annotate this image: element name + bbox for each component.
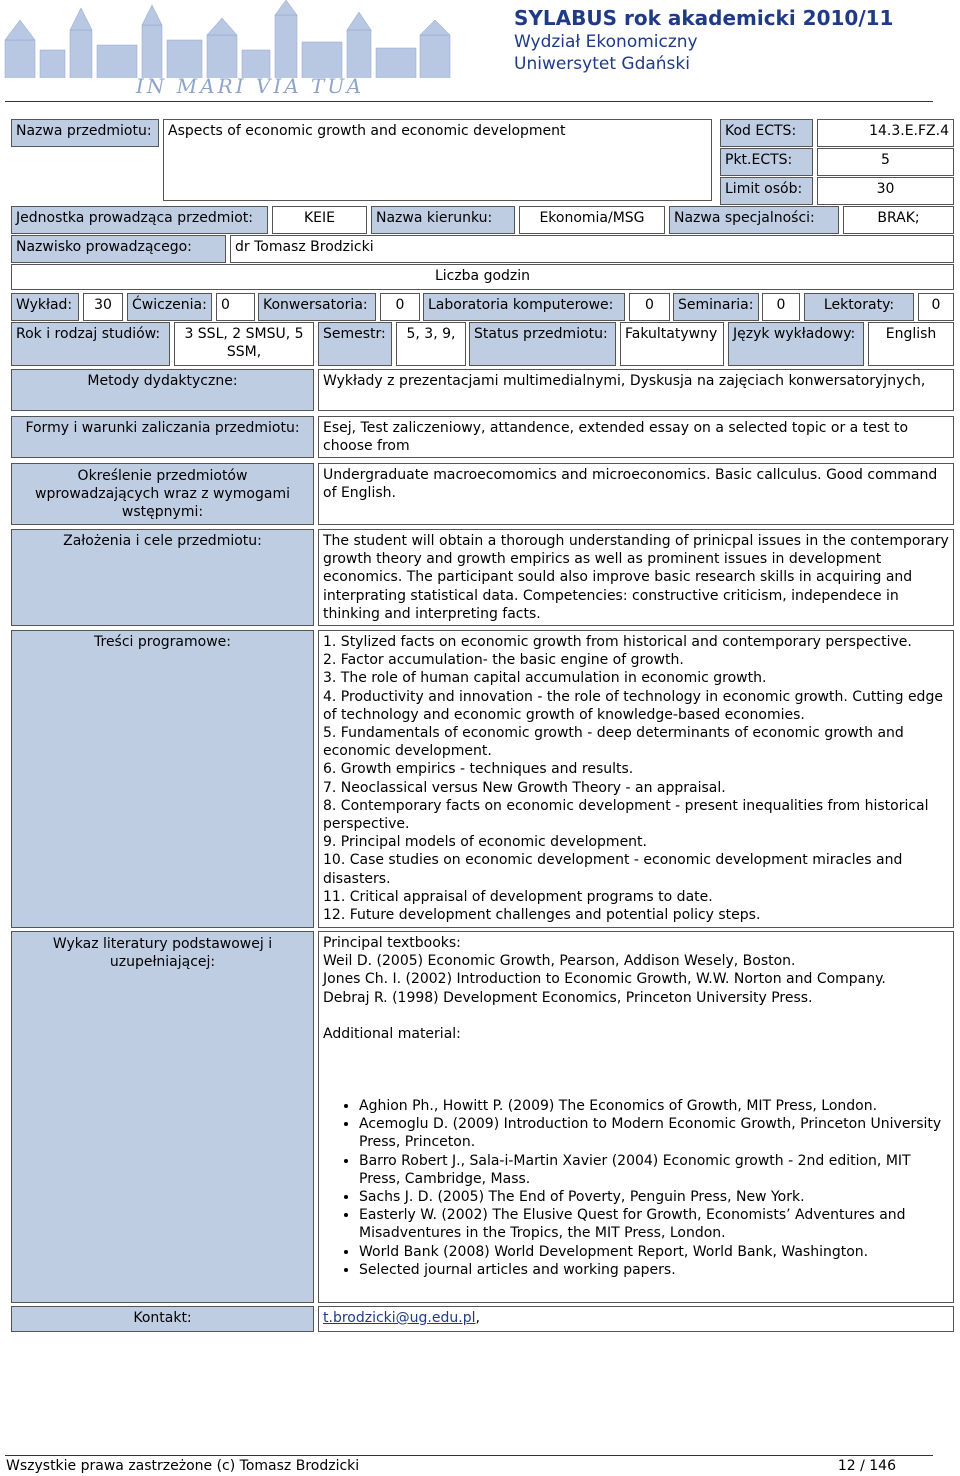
literature-additional-6: • World Bank (2008) World Development Report, World Bank, Washington. <box>359 1243 949 1261</box>
conversatory-hours-value: 0 <box>380 293 420 321</box>
content-item-11: 11. Critical appraisal of development programs to date. <box>323 888 713 905</box>
limit-label: Limit osób: <box>720 177 813 205</box>
content-item-6: 6. Growth empirics - techniques and results. <box>323 761 634 778</box>
literature-additional-4: • Sachs J. D. (2005) The End of Poverty, Penguin Press, New York. <box>359 1188 949 1206</box>
conversatory-hours-label: Konwersatoria: <box>258 293 376 321</box>
course-name-value: Aspects of economic growth and economic development <box>163 119 712 201</box>
ects-points-value: 5 <box>817 148 954 176</box>
content-item-5: 5. Fundamentals of economic growth - deep determinants of economic growth and economic development. <box>323 725 904 760</box>
methods-label: Metody dydaktyczne: <box>11 369 314 411</box>
literature-heading: Principal textbooks: <box>323 935 461 951</box>
content-label: Treści programowe: <box>11 630 314 928</box>
status-label: Status przedmiotu: <box>469 322 616 366</box>
content-item-2: 2. Factor accumulation- the basic engine of growth. <box>323 652 684 669</box>
literature-additional-list <box>323 1097 949 1279</box>
footer-page-number: 12 / 146 <box>837 1458 896 1474</box>
literature-label: Wykaz literatury podstawowej i uzupełniającej: <box>11 931 314 1303</box>
assessment-label: Formy i warunki zaliczania przedmiotu: <box>11 416 314 458</box>
prerequisites-value: Undergraduate macroecomomics and microeconomics. Basic callculus. Good command of English. <box>318 463 954 525</box>
language-value: English <box>868 322 954 366</box>
prerequisites-label: Określenie przedmiotów wprowadzających wraz z wymogami wstępnymi: <box>11 463 314 525</box>
ects-code-label: Kod ECTS: <box>720 119 813 147</box>
semester-value: 5, 3, 9, <box>396 322 466 366</box>
content-item-12: 12. Future development challenges and potential policy steps. <box>323 907 761 924</box>
literature-additional-heading: Additional material: <box>323 1025 461 1042</box>
study-year-label: Rok i rodzaj studiów: <box>11 322 170 366</box>
lecture-hours-label: Wykład: <box>11 293 79 321</box>
contact-value <box>318 1306 954 1332</box>
seminar-hours-value: 0 <box>762 293 800 321</box>
university-name: Uniwersytet Gdański <box>514 54 690 74</box>
syllabus-title: SYLABUS rok akademicki 2010/11 <box>514 6 894 30</box>
content-item-7: 7. Neoclassical versus New Growth Theory - an appraisal. <box>323 779 726 796</box>
language-course-hours-value: 0 <box>918 293 954 321</box>
footer-copyright: Wszystkie prawa zastrzeżone (c) Tomasz Brodzicki <box>6 1458 360 1474</box>
field-value: Ekonomia/MSG <box>519 206 665 234</box>
content-list <box>318 630 954 928</box>
lecturer-label: Nazwisko prowadzącego: <box>11 235 226 263</box>
literature-additional-5: • Easterly W. (2002) The Elusive Quest for Growth, Economists’ Adventures and Misadventures in the Tropics, the MIT Press, London. <box>359 1206 949 1242</box>
ects-points-label: Pkt.ECTS: <box>720 148 813 176</box>
study-year-value: 3 SSL, 2 SMSU, 5 SSM, <box>174 322 314 366</box>
lecturer-value: dr Tomasz Brodzicki <box>230 235 954 263</box>
content-item-10: 10. Case studies on economic development - economic development miracles and disasters. <box>323 852 903 887</box>
field-label: Nazwa kierunku: <box>371 206 515 234</box>
content-item-3: 3. The role of human capital accumulation in economic growth. <box>323 670 767 687</box>
semester-label: Semestr: <box>318 322 392 366</box>
literature-additional-7: • Selected journal articles and working papers. <box>359 1261 949 1279</box>
content-item-4: 4. Productivity and innovation - the role of technology in economic growth. Cutting edge of technology and economic growth of knowledge-based economies. <box>323 688 943 723</box>
language-course-hours-label: Lektoraty: <box>804 293 914 321</box>
literature-principal-3: Debraj R. (1998) Development Economics, Princeton University Press. <box>323 989 813 1006</box>
contact-email-link[interactable]: t.brodzicki@ug.edu.pl <box>323 1310 476 1326</box>
literature-principal-1: Weil D. (2005) Economic Growth, Pearson, Addison Wesely, Boston. <box>323 953 796 970</box>
literature-additional-2: • Acemoglu D. (2009) Introduction to Modern Economic Growth, Princeton University Press, Princeton. <box>359 1115 949 1151</box>
hours-title: Liczba godzin <box>11 264 954 290</box>
status-value: Fakultatywny <box>620 322 724 366</box>
header-rule <box>5 101 933 102</box>
content-item-8: 8. Contemporary facts on economic development - present inequalities from historical perspective. <box>323 797 929 833</box>
language-label: Język wykładowy: <box>728 322 864 366</box>
exercises-hours-label: Ćwiczenia: <box>127 293 212 321</box>
limit-value: 30 <box>817 177 954 205</box>
goals-label: Założenia i cele przedmiotu: <box>11 529 314 626</box>
specialization-label: Nazwa specjalności: <box>669 206 839 234</box>
header-banner <box>0 0 470 100</box>
content-item-1: 1. Stylized facts on economic growth from historical and contemporary perspective. <box>323 634 912 650</box>
goals-value: The student will obtain a thorough understanding of prinicpal issues in the contemporary growth theory and growth empirics as well as prominent issues in development economics. The participant sould also improve basic research skills in acquiring and interprating statistical data. Competencies: constructive criticism, independece in thinking and interpreting facts. <box>318 529 954 626</box>
seminar-hours-label: Seminaria: <box>673 293 759 321</box>
literature-additional-1: • Aghion Ph., Howitt P. (2009) The Economics of Growth, MIT Press, London. <box>359 1097 949 1115</box>
unit-value: KEIE <box>272 206 367 234</box>
lecture-hours-value: 30 <box>83 293 123 321</box>
content-item-9: 9. Principal models of economic development. <box>323 834 647 851</box>
literature-additional-3: • Barro Robert J., Sala-i-Martin Xavier (2004) Economic growth - 2nd edition, MIT Press, Cambridge, Mass. <box>359 1152 949 1188</box>
methods-value: Wykłady z prezentacjami multimedialnymi, Dyskusja na zajęciach konwersatoryjnych, <box>318 369 954 411</box>
contact-label: Kontakt: <box>11 1306 314 1332</box>
banner-motto: IN MARI VIA TUA <box>135 74 365 98</box>
course-name-label: Nazwa przedmiotu: <box>11 119 159 147</box>
footer-rule <box>5 1455 933 1456</box>
unit-label: Jednostka prowadząca przedmiot: <box>11 206 268 234</box>
assessment-value: Esej, Test zaliczeniowy, attandence, extended essay on a selected topic or a test to choose from <box>318 416 954 458</box>
exercises-hours-value: 0 <box>216 293 255 321</box>
literature-list <box>318 931 954 1303</box>
computer-lab-hours-label: Laboratoria komputerowe: <box>423 293 625 321</box>
faculty-name: Wydział Ekonomiczny <box>514 32 698 52</box>
computer-lab-hours-value: 0 <box>629 293 670 321</box>
ects-code-value: 14.3.E.FZ.4 <box>817 119 954 147</box>
specialization-value: BRAK; <box>843 206 954 234</box>
contact-suffix: , <box>475 1310 480 1326</box>
literature-principal-2: Jones Ch. I. (2002) Introduction to Economic Growth, W.W. Norton and Company. <box>323 971 886 988</box>
